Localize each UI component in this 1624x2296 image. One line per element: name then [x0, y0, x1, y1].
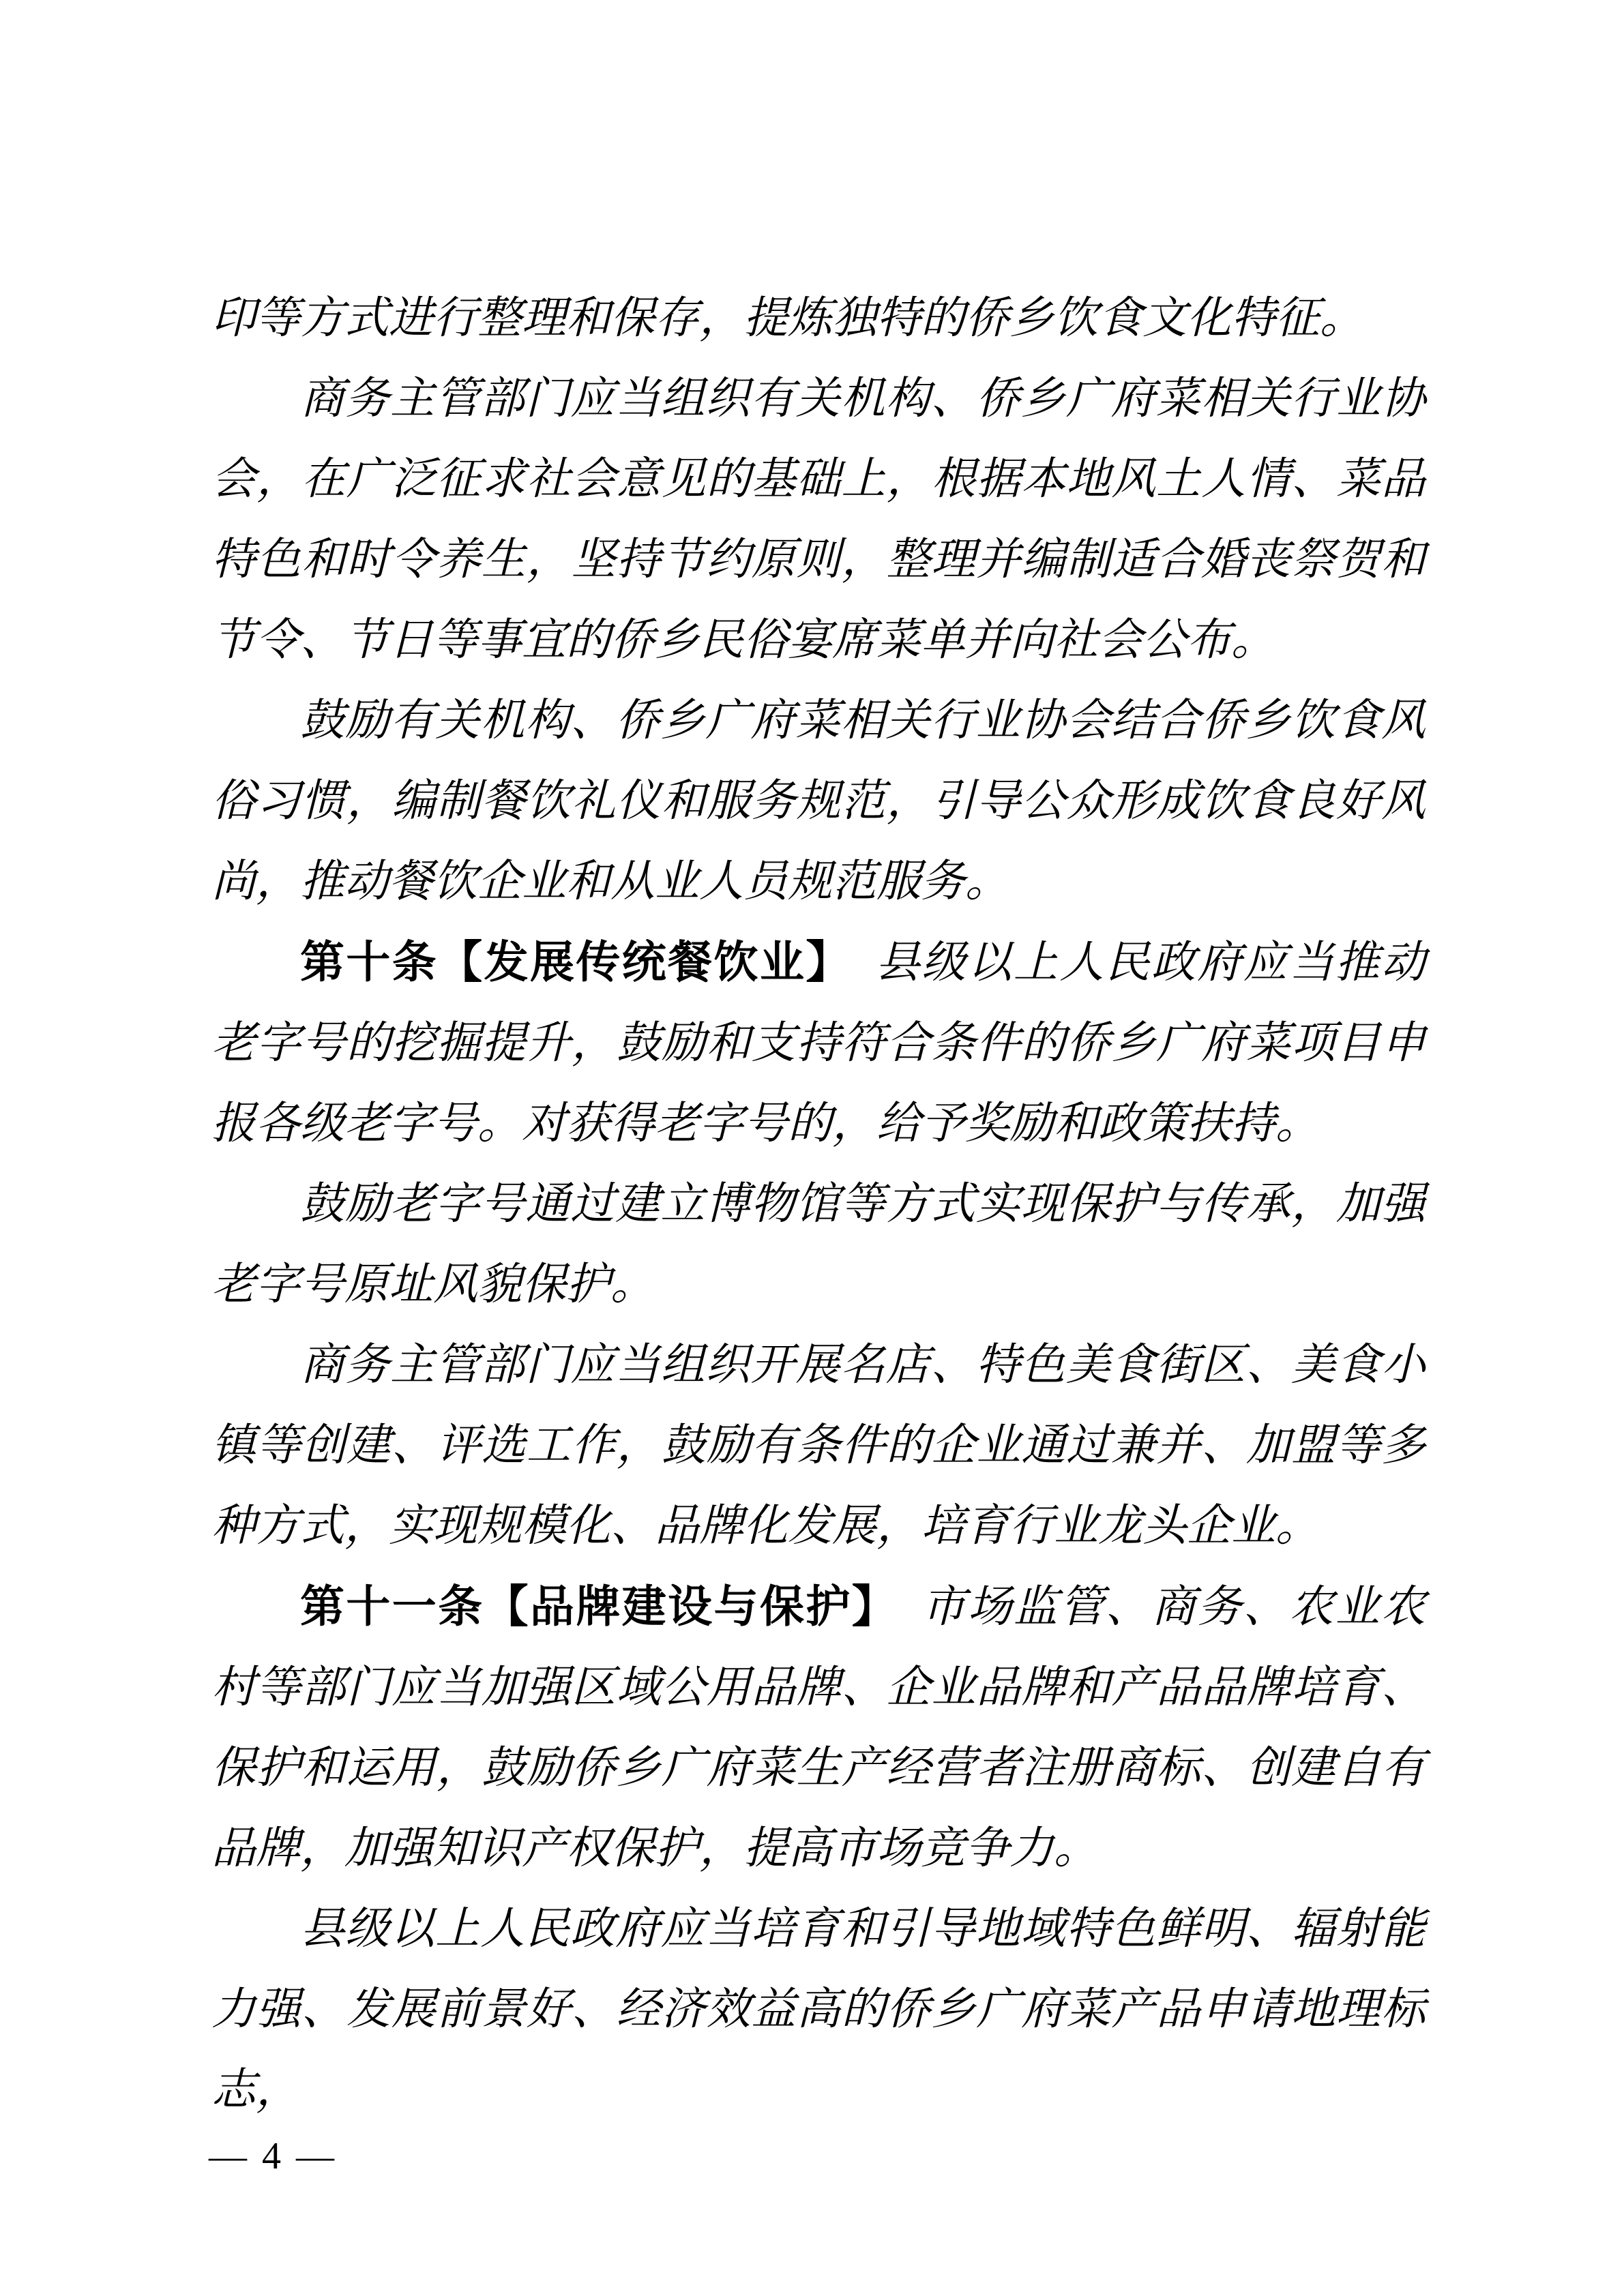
text-run: 鼓励老字号通过建立博物馆等方式实现保护与传承，加强老字号原址风貌保护。 [211, 1180, 1426, 1309]
paragraph [211, 1889, 1426, 2130]
paragraph [211, 359, 1426, 681]
paragraph [211, 922, 1426, 1164]
paragraph [211, 681, 1426, 922]
text-run: 商务主管部门应当组织有关机构、侨乡广府菜相关行业协会，在广泛征求社会意见的基础上，根据本地风土人情、菜品特色和时令养生，坚持节约原则，整理并编制适合婚丧祭贺和节令、节日等事宜的侨乡民俗宴席菜单并向社会公布。 [211, 374, 1426, 665]
text-run: 商务主管部门应当组织开展名店、特色美食街区、美食小镇等创建、评选工作，鼓励有条件的企业通过兼并、加盟等多种方式，实现规模化、品牌化发展，培育行业龙头企业。 [211, 1341, 1426, 1551]
article-heading: 第十条【发展传统餐饮业】 [300, 937, 830, 987]
text-run: 印等方式进行整理和保存，提炼独特的侨乡饮食文化特征。 [211, 294, 1365, 343]
paragraph [211, 1164, 1426, 1325]
body-text [211, 278, 1426, 2130]
article-heading: 第十一条【品牌建设与保护】 [300, 1581, 876, 1631]
page-number: — 4 — [209, 2135, 337, 2177]
paragraph [211, 1566, 1426, 1889]
paragraph [211, 278, 1426, 359]
text-run: 鼓励有关机构、侨乡广府菜相关行业协会结合侨乡饮食风俗习惯，编制餐饮礼仪和服务规范，引导公众形成饮食良好风尚，推动餐饮企业和从业人员规范服务。 [211, 696, 1426, 906]
text-run: 县级以上人民政府应当培育和引导地域特色鲜明、辐射能力强、发展前景好、经济效益高的侨乡广府菜产品申请地理标志， [211, 1905, 1426, 2115]
paragraph [211, 1325, 1426, 1566]
text-run: 市场监管、商务、农业农村等部门应当加强区域公用品牌、企业品牌和产品品牌培育、保护和运用，鼓励侨乡广府菜生产经营者注册商标、创建自有品牌，加强知识产权保护，提高市场竞争力。 [211, 1583, 1426, 1873]
text-run: 县级以上人民政府应当推动老字号的挖掘提升，鼓励和支持符合条件的侨乡广府菜项目申报各级老字号。对获得老字号的，给予奖励和政策扶持。 [211, 938, 1426, 1148]
